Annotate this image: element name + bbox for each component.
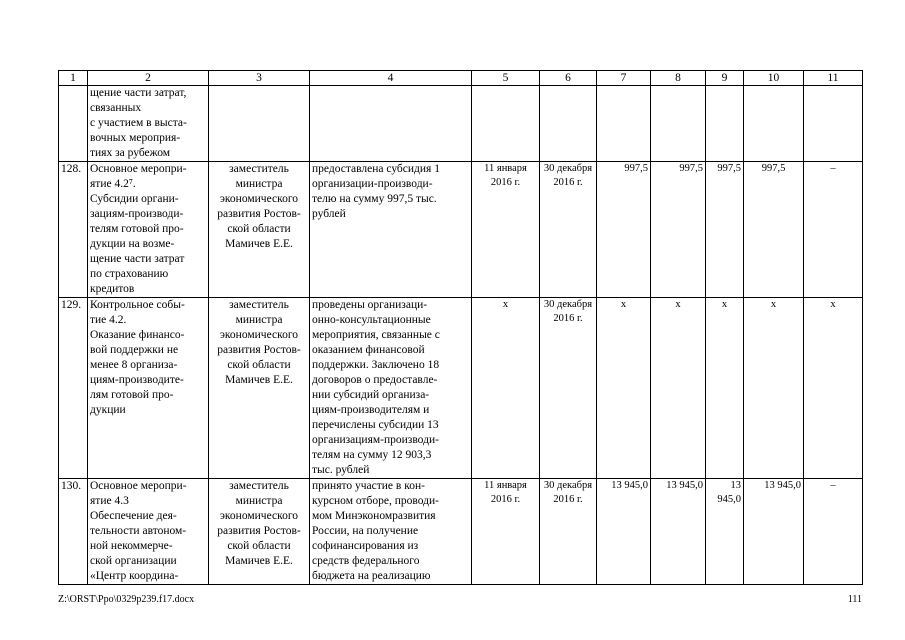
- value-col-9: 997,5: [706, 162, 744, 298]
- value-col-11: х: [804, 298, 863, 479]
- end-date: [540, 86, 597, 162]
- row-number: 128.: [59, 162, 88, 298]
- column-number: 8: [651, 71, 706, 86]
- activity-name: Основное меропри- ятие 4.2⁷. Субсидии органи- зациям-производи- телям готовой про- дукции на возме- щение части затрат по страхованию кредитов: [88, 162, 209, 298]
- column-number-row: [59, 71, 863, 86]
- result-text: проведены организаци- онно-консультационные мероприятия, связанные с оказанием финансовой поддержки. Заключено 18 договоров о предоставле- нии субсидий организа- циям-производителям и перечислены субсидии 13 организациям-производи- телям на сумму 12 903,3 тыс. рублей: [310, 298, 472, 479]
- value-col-10: х: [744, 298, 804, 479]
- table-row: [59, 86, 863, 162]
- value-col-8: х: [651, 298, 706, 479]
- column-number: 1: [59, 71, 88, 86]
- value-col-10: [744, 86, 804, 162]
- start-date: [472, 86, 540, 162]
- responsible-person: заместитель министра экономического развития Ростов- ской области Мамичев Е.Е.: [209, 479, 310, 585]
- value-col-7: [597, 86, 651, 162]
- column-number: 3: [209, 71, 310, 86]
- value-col-11: –: [804, 479, 863, 585]
- value-col-8: 13 945,0: [651, 479, 706, 585]
- table-row: [59, 479, 863, 585]
- value-col-8: [651, 86, 706, 162]
- value-col-11: –: [804, 162, 863, 298]
- column-number: 5: [472, 71, 540, 86]
- result-text: предоставлена субсидия 1 организации-производи- телю на сумму 997,5 тыс. рублей: [310, 162, 472, 298]
- column-number: 7: [597, 71, 651, 86]
- table-row: [59, 162, 863, 298]
- responsible-person: заместитель министра экономического развития Ростов- ской области Мамичев Е.Е.: [209, 298, 310, 479]
- activity-name: щение части затрат, связанных с участием в выста- вочных мероприя- тиях за рубежом: [88, 86, 209, 162]
- row-number: 129.: [59, 298, 88, 479]
- value-col-9: 13 945,0: [706, 479, 744, 585]
- activity-name: Основное меропри- ятие 4.3 Обеспечение дея- тельности автоном- ной некоммерче- ской организации «Центр координа-: [88, 479, 209, 585]
- value-col-11: [804, 86, 863, 162]
- start-date: 11 января 2016 г.: [472, 479, 540, 585]
- table-row: [59, 298, 863, 479]
- value-col-7: 997,5: [597, 162, 651, 298]
- start-date: 11 января 2016 г.: [472, 162, 540, 298]
- value-col-7: 13 945,0: [597, 479, 651, 585]
- value-col-9: [706, 86, 744, 162]
- end-date: 30 декабря 2016 г.: [540, 298, 597, 479]
- result-text: принято участие в кон- курсном отборе, проводи- мом Минэкономразвития России, на получение софинансирования из средств федерального бюджета на реализацию: [310, 479, 472, 585]
- end-date: 30 декабря 2016 г.: [540, 162, 597, 298]
- column-number: 10: [744, 71, 804, 86]
- column-number: 6: [540, 71, 597, 86]
- value-col-7: х: [597, 298, 651, 479]
- page-number: 111: [847, 594, 862, 605]
- result-text: [310, 86, 472, 162]
- activity-name: Контрольное собы- тие 4.2. Оказание финансо- вой поддержки не менее 8 организа- циям-производите- лям готовой про- дукции: [88, 298, 209, 479]
- responsible-person: [209, 86, 310, 162]
- value-col-9: х: [706, 298, 744, 479]
- value-col-10: 13 945,0: [744, 479, 804, 585]
- row-number: 130.: [59, 479, 88, 585]
- column-number: 9: [706, 71, 744, 86]
- value-col-10: 997,5: [744, 162, 804, 298]
- column-number: 2: [88, 71, 209, 86]
- file-path: Z:\ORST\Ppo\0329p239.f17.docx: [58, 594, 195, 605]
- value-col-8: 997,5: [651, 162, 706, 298]
- responsible-person: заместитель министра экономического развития Ростов- ской области Мамичев Е.Е.: [209, 162, 310, 298]
- start-date: х: [472, 298, 540, 479]
- end-date: 30 декабря 2016 г.: [540, 479, 597, 585]
- column-number: 11: [804, 71, 863, 86]
- column-number: 4: [310, 71, 472, 86]
- plan-table: [58, 70, 863, 585]
- row-number: [59, 86, 88, 162]
